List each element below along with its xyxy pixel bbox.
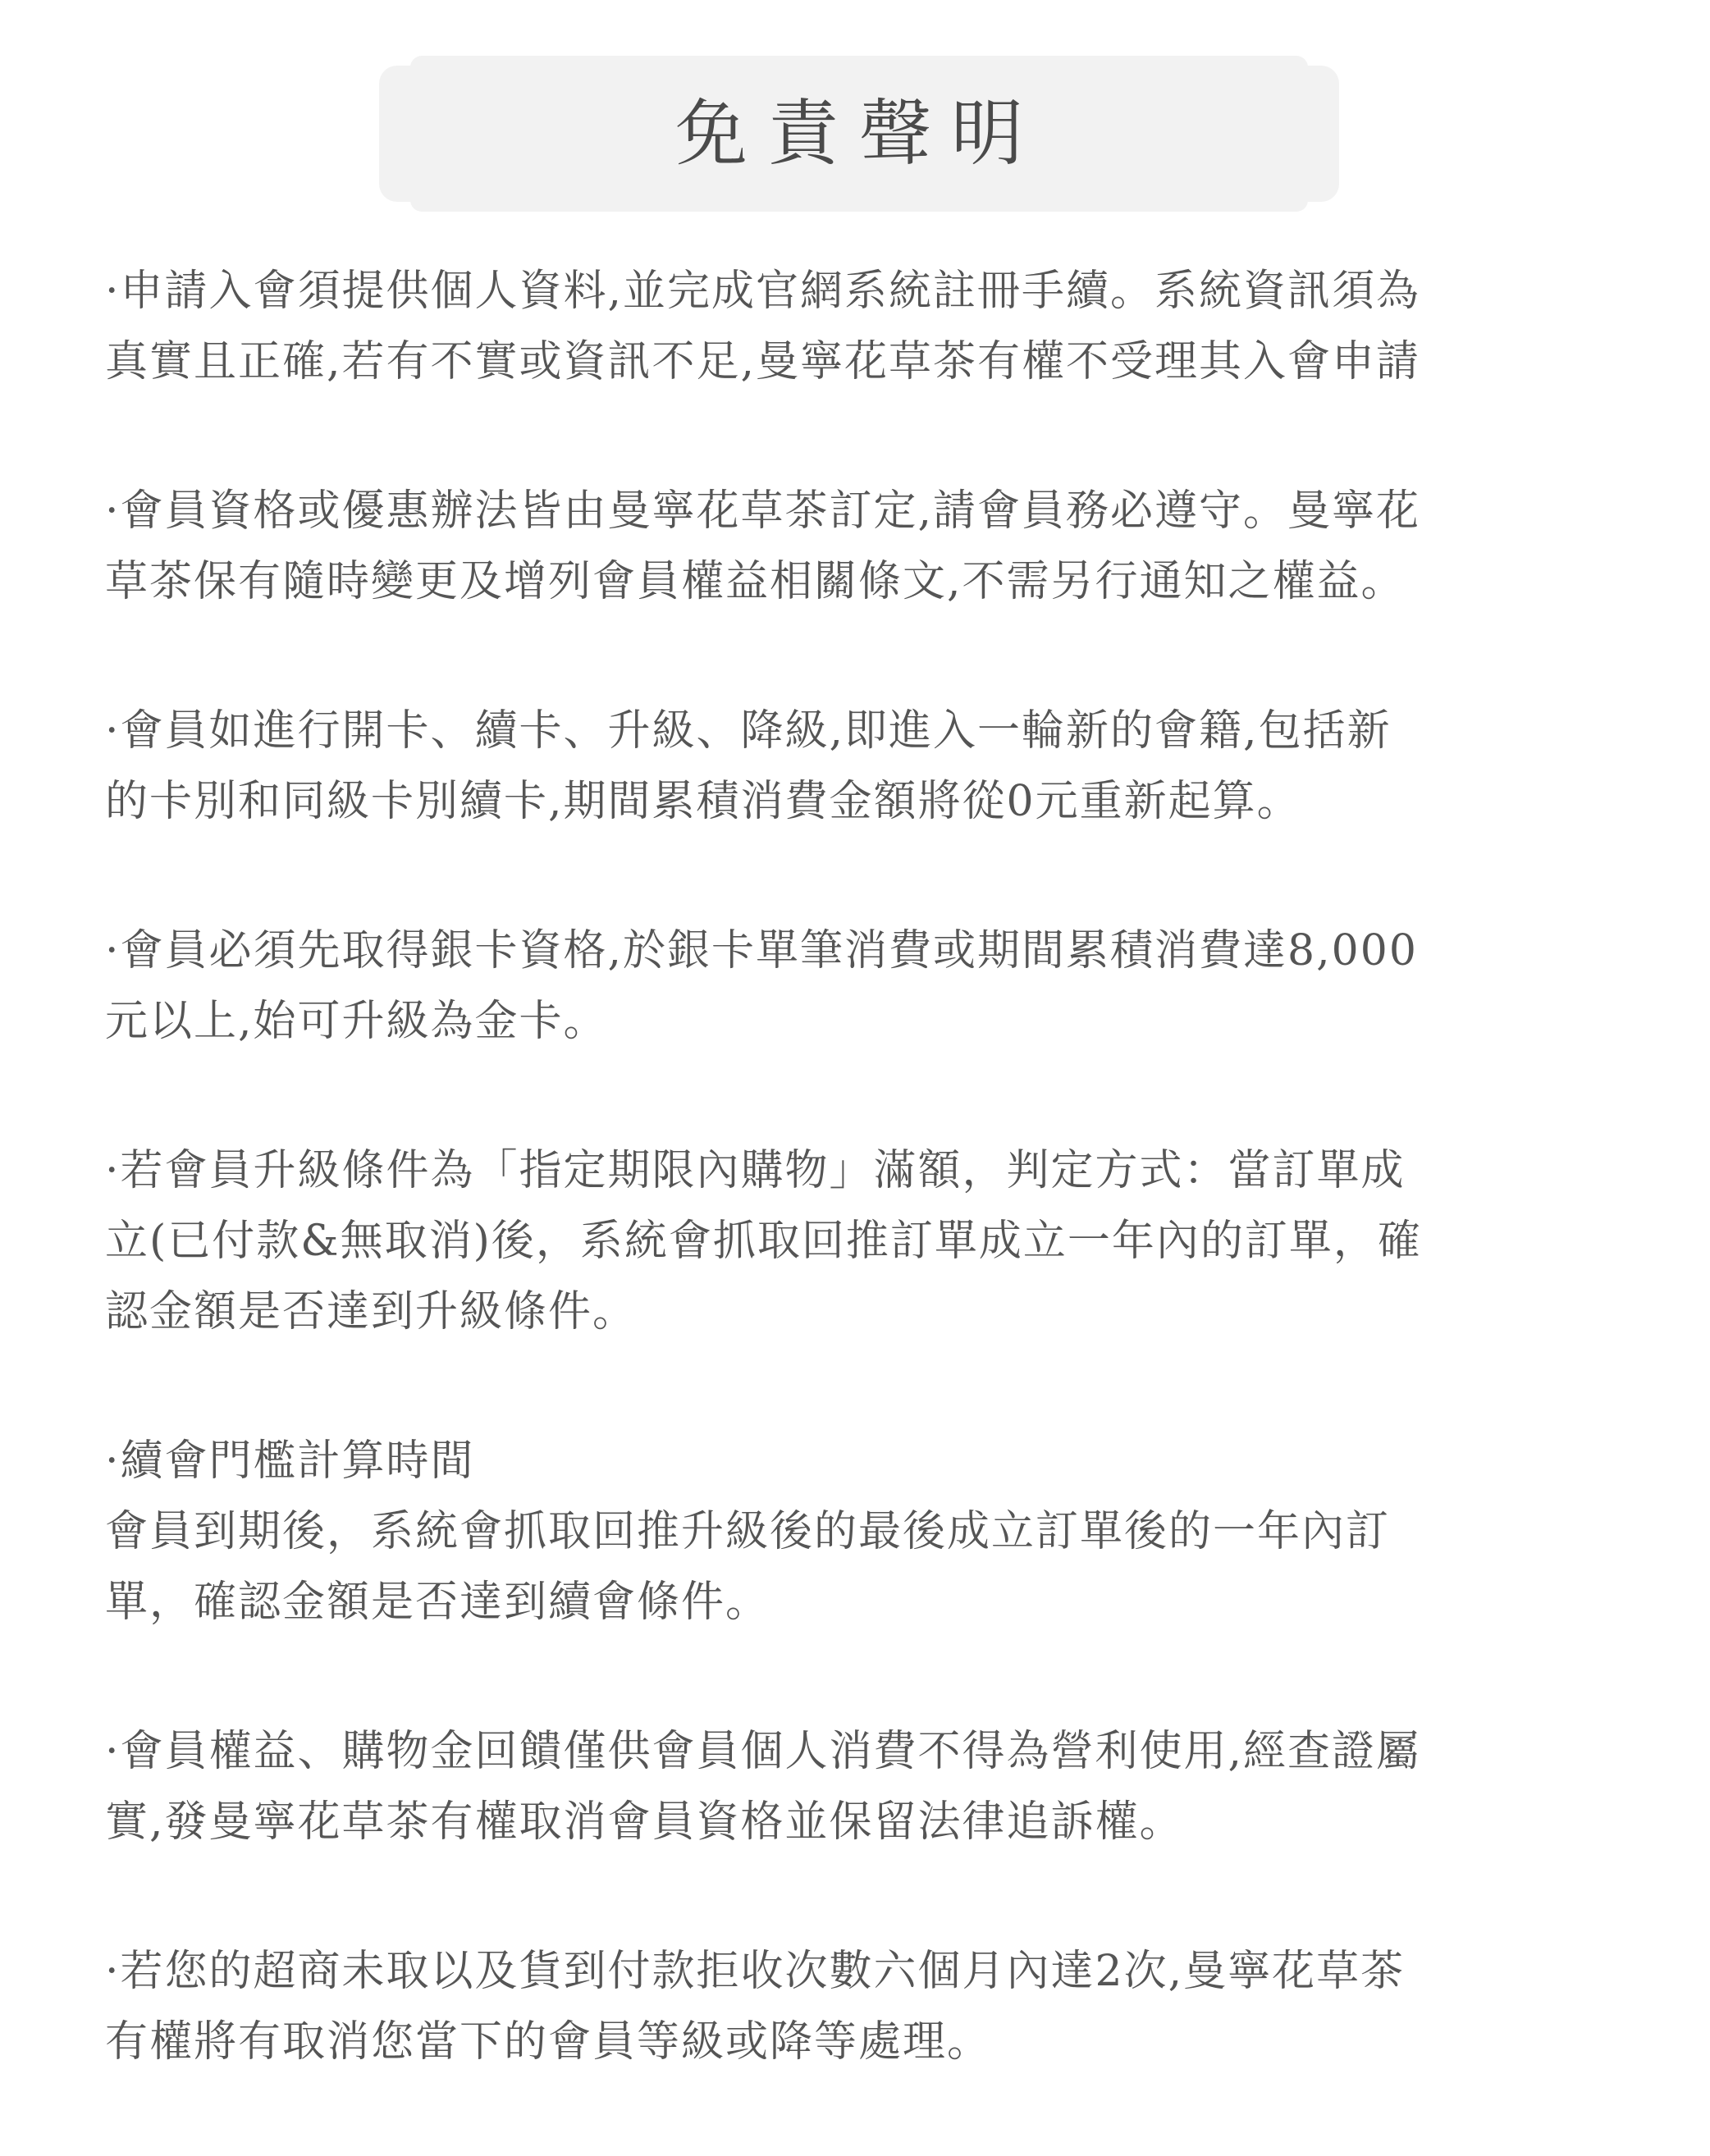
paragraph-line: ·會員資格或優惠辦法皆由曼寧花草茶訂定,請會員務必遵守。曼寧花 <box>105 486 1421 536</box>
disclaimer-paragraph-card-changes <box>105 696 1631 837</box>
disclaimer-paragraph-membership-rules <box>105 476 1631 617</box>
paragraph-line: 會員到期後，系統會抓取回推升級後的最後成立訂單後的一年內訂 <box>105 1507 1391 1556</box>
paragraph-line: ·續會門檻計算時間 <box>105 1437 475 1486</box>
paragraph-line: ·若會員升級條件為「指定期限內購物」滿額，判定方式：當訂單成 <box>105 1146 1406 1195</box>
paragraph-line: ·會員權益、購物金回饋僅供會員個人消費不得為營利使用,經查證屬 <box>105 1727 1421 1776</box>
disclaimer-paragraph-renewal-threshold <box>105 1426 1631 1638</box>
paragraph-line: 認金額是否達到升級條件。 <box>105 1287 638 1336</box>
paragraph-line: 立(已付款&無取消)後，系統會抓取回推訂單成立一年內的訂單，確 <box>105 1217 1422 1266</box>
paragraph-line: 元以上,始可升級為金卡。 <box>105 997 608 1046</box>
disclaimer-paragraph-pickup-refusal <box>105 1936 1631 2077</box>
disclaimer-paragraph-gold-upgrade <box>105 916 1631 1057</box>
paragraph-line: 真實且正確,若有不實或資訊不足,曼寧花草茶有權不受理其入會申請 <box>105 337 1421 386</box>
disclaimer-content <box>105 256 1631 2156</box>
disclaimer-paragraph-membership-application <box>105 256 1631 397</box>
page-title: 免責聲明 <box>674 91 1043 176</box>
paragraph-line: ·申請入會須提供個人資料,並完成官網系統註冊手續。系統資訊須為 <box>105 267 1421 316</box>
paragraph-line: 實,發曼寧花草茶有權取消會員資格並保留法律追訴權。 <box>105 1797 1184 1847</box>
disclaimer-paragraph-upgrade-criteria <box>105 1135 1631 1347</box>
paragraph-line: 有權將有取消您當下的會員等級或降等處理。 <box>105 2017 992 2067</box>
paragraph-line: ·會員必須先取得銀卡資格,於銀卡單筆消費或期間累積消費達8,000 <box>105 926 1418 975</box>
disclaimer-paragraph-personal-use <box>105 1716 1631 1857</box>
paragraph-line: 的卡別和同級卡別續卡,期間累積消費金額將從0元重新起算。 <box>105 777 1301 826</box>
title-banner <box>379 56 1339 212</box>
paragraph-line: ·會員如進行開卡、續卡、升級、降級,即進入一輪新的會籍,包括新 <box>105 706 1392 756</box>
paragraph-line: ·若您的超商未取以及貨到付款拒收次數六個月內達2次,曼寧花草茶 <box>105 1947 1406 1996</box>
paragraph-line: 單，確認金額是否達到續會條件。 <box>105 1578 770 1627</box>
paragraph-line: 草茶保有隨時變更及增列會員權益相關條文,不需另行通知之權益。 <box>105 557 1406 606</box>
